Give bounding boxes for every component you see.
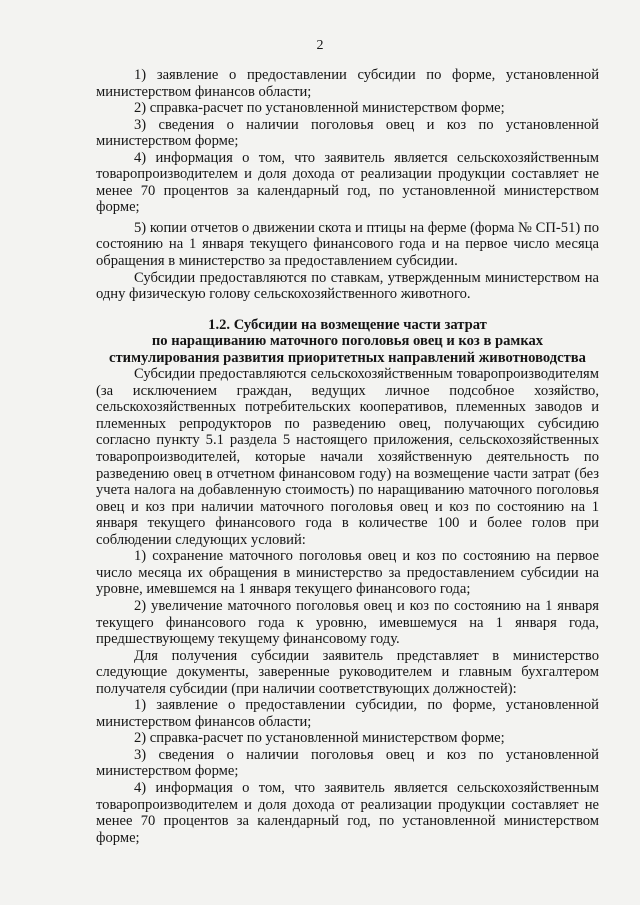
list-a-item-5: 5) копии отчетов о движении скота и птицы на ферме (форма № СП-51) по состоянию на 1 января текущего финансового года и на первое число месяца обращения в министерство за предоставлением субсидии. (96, 219, 599, 270)
list-b-item-1: 1) заявление о предоставлении субсидии, по форме, установленной министерством финансов области; (96, 697, 599, 730)
document-body (96, 67, 599, 846)
list-a-item-4: 4) информация о том, что заявитель является сельскохозяйственным товаропроизводителем и доля дохода от реализации продукции составляет не менее 70 процентов за календарный год, по установленной министерством форме; (96, 149, 599, 216)
list-a-item-1: 1) заявление о предоставлении субсидии по форме, установленной министерством финансов области; (96, 67, 599, 100)
list-b-item-3: 3) сведения о наличии поголовья овец и коз по установленной министерством форме; (96, 746, 599, 780)
section-heading-line-2: по наращиванию маточного поголовья овец и коз в рамках (151, 333, 544, 350)
section-heading (96, 317, 599, 367)
list-a-item-2: 2) справка-расчет по установленной министерством форме; (134, 100, 505, 117)
section-heading-line-3: стимулирования развития приоритетных направлений животноводства (109, 349, 586, 366)
list-a-item-3: 3) сведения о наличии поголовья овец и коз по установленной министерством форме; (96, 116, 599, 150)
list-b-item-4: 4) информация о том, что заявитель является сельскохозяйственным товаропроизводителем и доля дохода от реализации продукции составляет не менее 70 процентов за календарный год, по установленной министерством форме; (96, 779, 599, 846)
condition-item-1: 1) сохранение маточного поголовья овец и коз по состоянию на первое число месяца их обращения в министерство за предоставлением субсидии на уровне, имевшемся на 1 января текущего финансового года; (96, 548, 599, 598)
list-b-item-2: 2) справка-расчет по установленной министерством форме; (134, 730, 505, 747)
section-heading-line-1: 1.2. Субсидии на возмещение части затрат (208, 316, 487, 333)
intro-paragraph: Субсидии предоставляются сельскохозяйственным товаропроизводителям (за исключением граждан, ведущих личное подсобное хозяйство, сельскохозяйственных потребительских кооперативов, племенных заводов и племенных репродукторов по разведению овец, получающих субсидию согласно пункту 5.1 раздела 5 настоящего приложения, сельскохозяйственных товаропроизводителей, которые начали хозяйственную деятельность по разведению овец в отчетном финансовом году) на возмещение части затрат (без учета налога на добавленную стоимость) по наращиванию маточного поголовья овец и коз при наличии маточного поголовья овец и коз по состоянию на 1 января текущего финансового года в количестве 100 и более голов при соблюдении следующих условий: (96, 366, 599, 548)
page-number: 2 (316, 38, 324, 53)
documents-intro: Для получения субсидии заявитель представляет в министерство следующие документы, заверенные руководителем и главным бухгалтером получателя субсидии (при наличии соответствующих должностей): (96, 647, 599, 697)
rates-note: Субсидии предоставляются по ставкам, утвержденным министерством на одну физическую голову сельскохозяйственного животного. (96, 269, 599, 303)
condition-item-2: 2) увеличение маточного поголовья овец и коз по состоянию на 1 января текущего финансового года к уровню, имевшемуся на 1 января года, предшествующему текущему финансовому году. (96, 597, 599, 648)
